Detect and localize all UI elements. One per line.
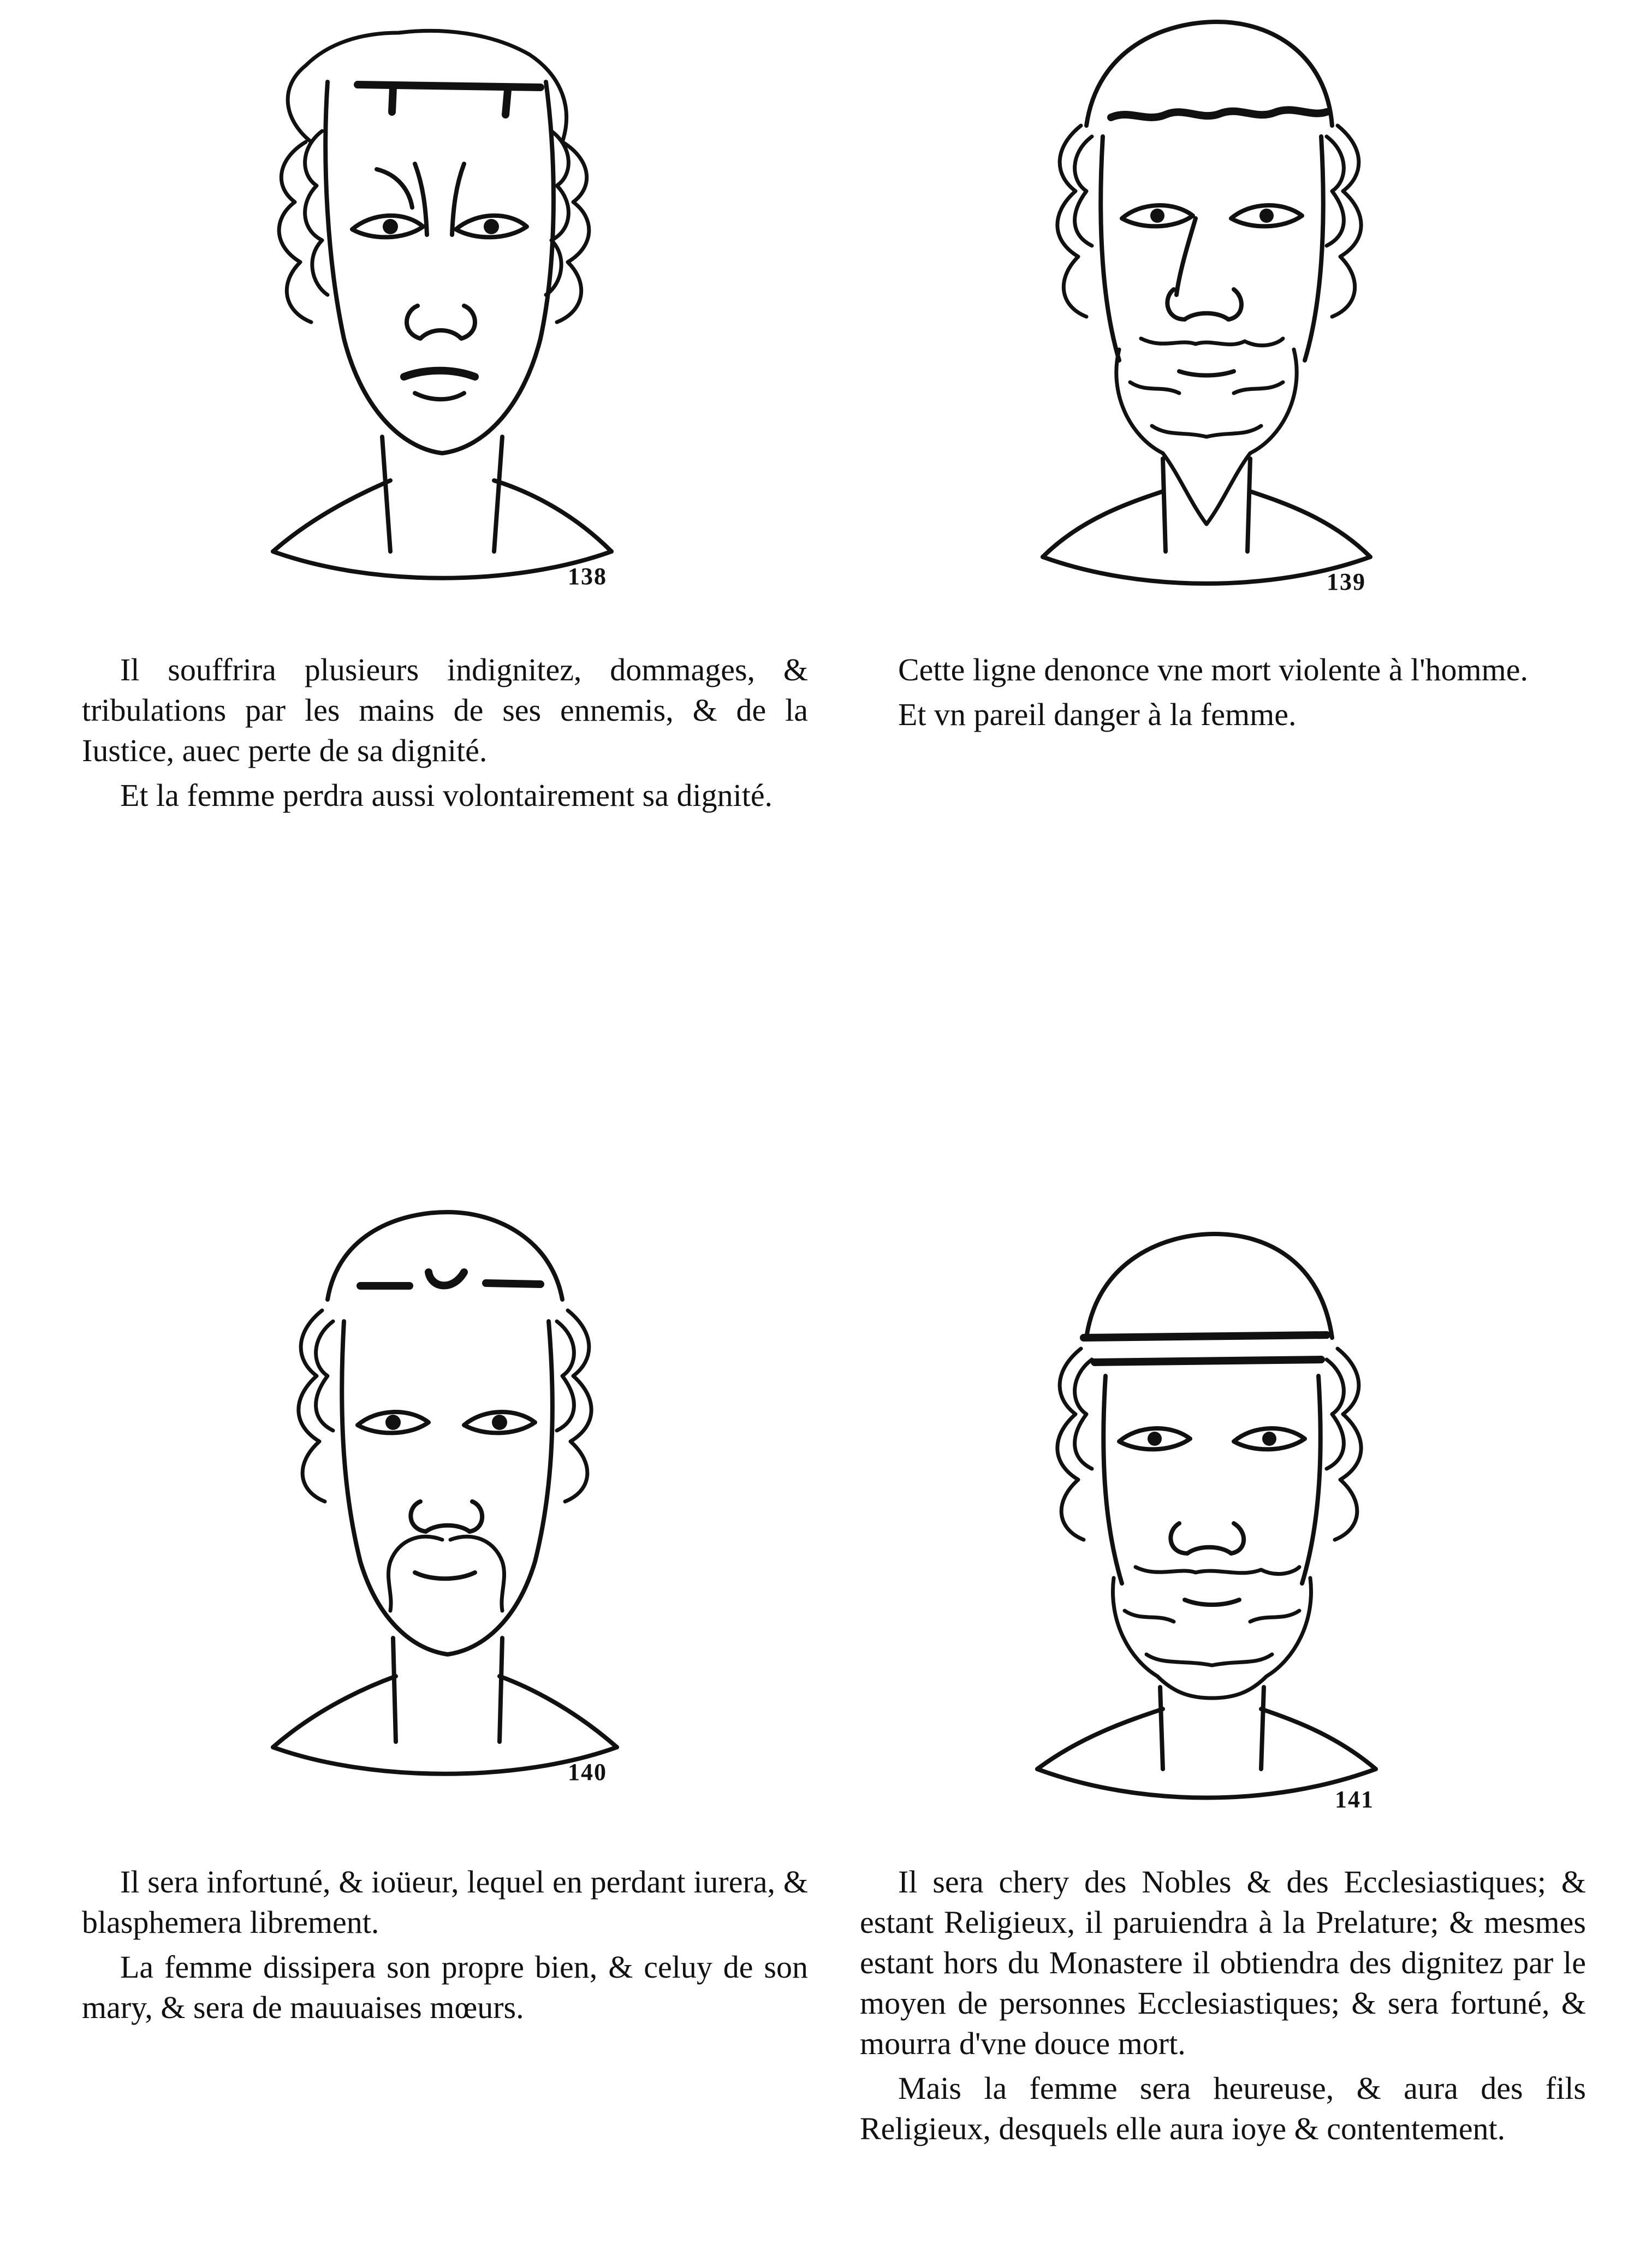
face-141-icon	[999, 1218, 1414, 1818]
caption-141-man: Il sera chery des Nobles & des Ecclesiastiques; & estant Religieux, il paruiendra à la Prelature; & mesmes estant hors du Monastere il obtiendra des dignitez par le moyen de personnes Ecclesiastiques; & sera fortuné, & mourra d'vne douce mort.	[860, 1864, 1586, 2061]
caption-140-woman: La femme dissipera son propre bien, & celuy de son mary, & sera de mauuaises mœurs.	[82, 1949, 808, 2025]
face-141-figure	[999, 1218, 1414, 1818]
caption-139-woman: Et vn pareil danger à la femme.	[898, 697, 1297, 732]
face-139-icon	[999, 0, 1414, 601]
plate-number-138: 138	[568, 563, 607, 590]
caption-138-man: Il souffrira plusieurs indignitez, dommages, & tribulations par les mains de ses ennemis, & de la Iustice, auec perte de sa dignité.	[82, 652, 808, 768]
plate-number-140: 140	[568, 1759, 607, 1785]
face-140-icon	[235, 1190, 650, 1791]
face-138-figure	[235, 0, 650, 601]
face-139-figure	[999, 0, 1414, 601]
caption-140	[82, 1862, 808, 2032]
plate-number-141: 141	[1335, 1786, 1374, 1813]
caption-139-man: Cette ligne denonce vne mort violente à l'homme.	[898, 652, 1528, 687]
caption-139	[860, 650, 1586, 739]
caption-138	[82, 650, 808, 820]
caption-140-man: Il sera infortuné, & ioüeur, lequel en perdant iurera, & blasphemera librement.	[82, 1864, 808, 1940]
plate-number-139: 139	[1327, 568, 1366, 595]
caption-141-woman: Mais la femme sera heureuse, & aura des fils Religieux, desquels elle aura ioye & contentement.	[860, 2070, 1586, 2146]
caption-141	[860, 1862, 1586, 2153]
face-138-icon	[235, 0, 650, 601]
caption-138-woman: Et la femme perdra aussi volontairement sa dignité.	[120, 778, 773, 813]
face-140-figure	[235, 1190, 650, 1791]
